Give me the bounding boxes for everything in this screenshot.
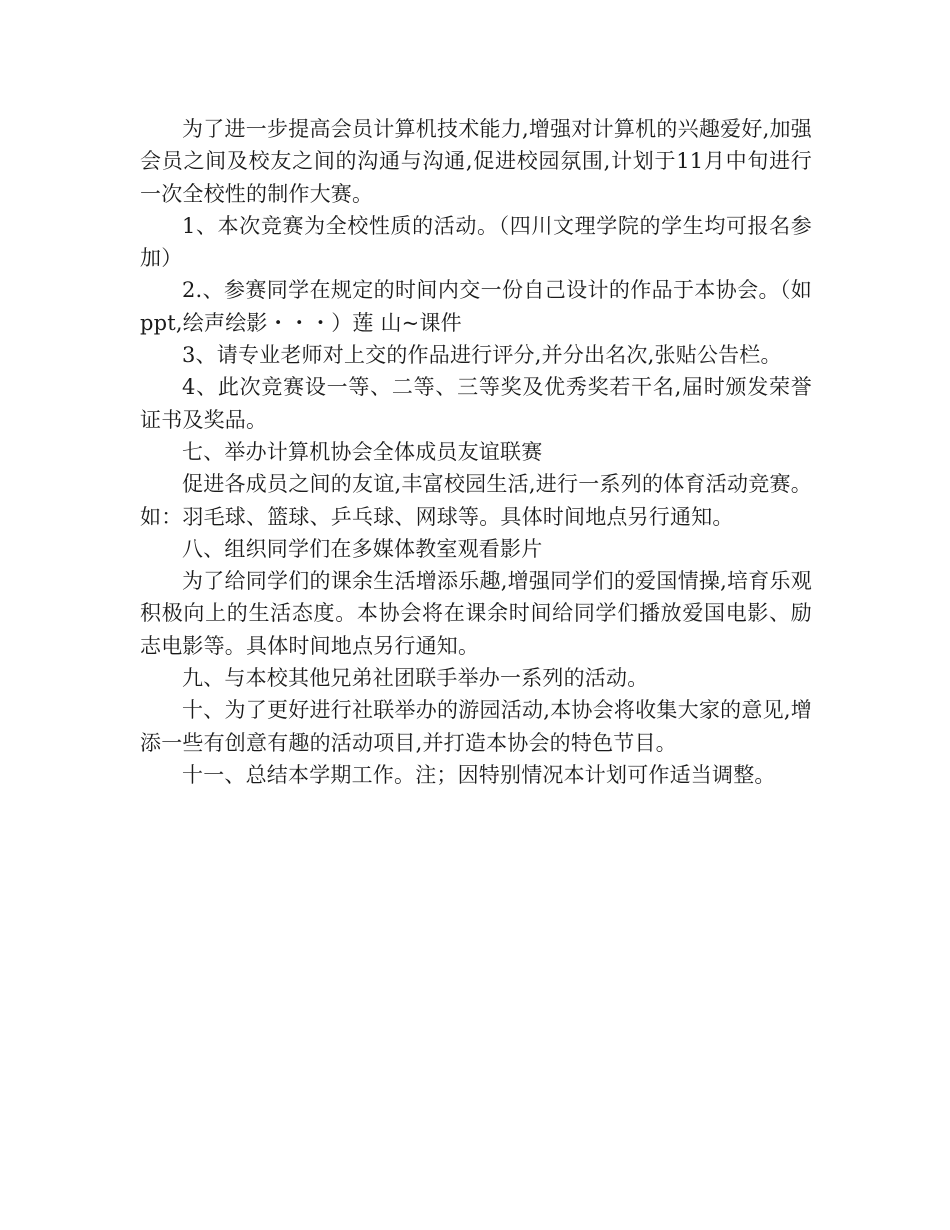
- section-heading-10: 十、为了更好进行社联举办的游园活动,本协会将收集大家的意见,增添一些有创意有趣的活动项目,并打造本协会的特色节目。: [140, 698, 812, 755]
- section-heading-9: 九、与本校其他兄弟社团联手举办一系列的活动。: [182, 666, 649, 691]
- paragraph-item-1: 1、本次竞赛为全校性质的活动。（四川文理学院的学生均可报名参加）: [140, 213, 812, 271]
- section-heading-7: 七、举办计算机协会全体成员友谊联赛: [182, 439, 543, 464]
- section-heading-11: 十一、总结本学期工作。注；因特别情况本计划可作适当调整。: [182, 762, 776, 787]
- document-body: [140, 113, 812, 791]
- section-heading-8: 八、组织同学们在多媒体教室观看影片: [182, 536, 543, 561]
- paragraph-item-2: 2.、参赛同学在规定的时间内交一份自己设计的作品于本协会。（如ppt,绘声绘影・・・）莲 山~课件: [140, 278, 812, 335]
- paragraph-intro: 为了进一步提高会员计算机技术能力,增强对计算机的兴趣爱好,加强会员之间及校友之间的沟通与沟通,促进校园氛围,计划于11月中旬进行一次全校性的制作大赛。: [140, 117, 812, 206]
- paragraph-section-8: 为了给同学们的课余生活增添乐趣,增强同学们的爱国情操,培育乐观积极向上的生活态度。本协会将在课余时间给同学们播放爱国电影、励志电影等。具体时间地点另行通知。: [140, 569, 812, 658]
- paragraph-section-7: 促进各成员之间的友谊,丰富校园生活,进行一系列的体育活动竞赛。如：羽毛球、篮球、乒乓球、网球等。具体时间地点另行通知。: [140, 472, 812, 529]
- paragraph-item-4: 4、此次竞赛设一等、二等、三等奖及优秀奖若干名,届时颁发荣誉证书及奖品。: [140, 375, 812, 432]
- paragraph-item-3: 3、请专业老师对上交的作品进行评分,并分出名次,张贴公告栏。: [182, 343, 782, 368]
